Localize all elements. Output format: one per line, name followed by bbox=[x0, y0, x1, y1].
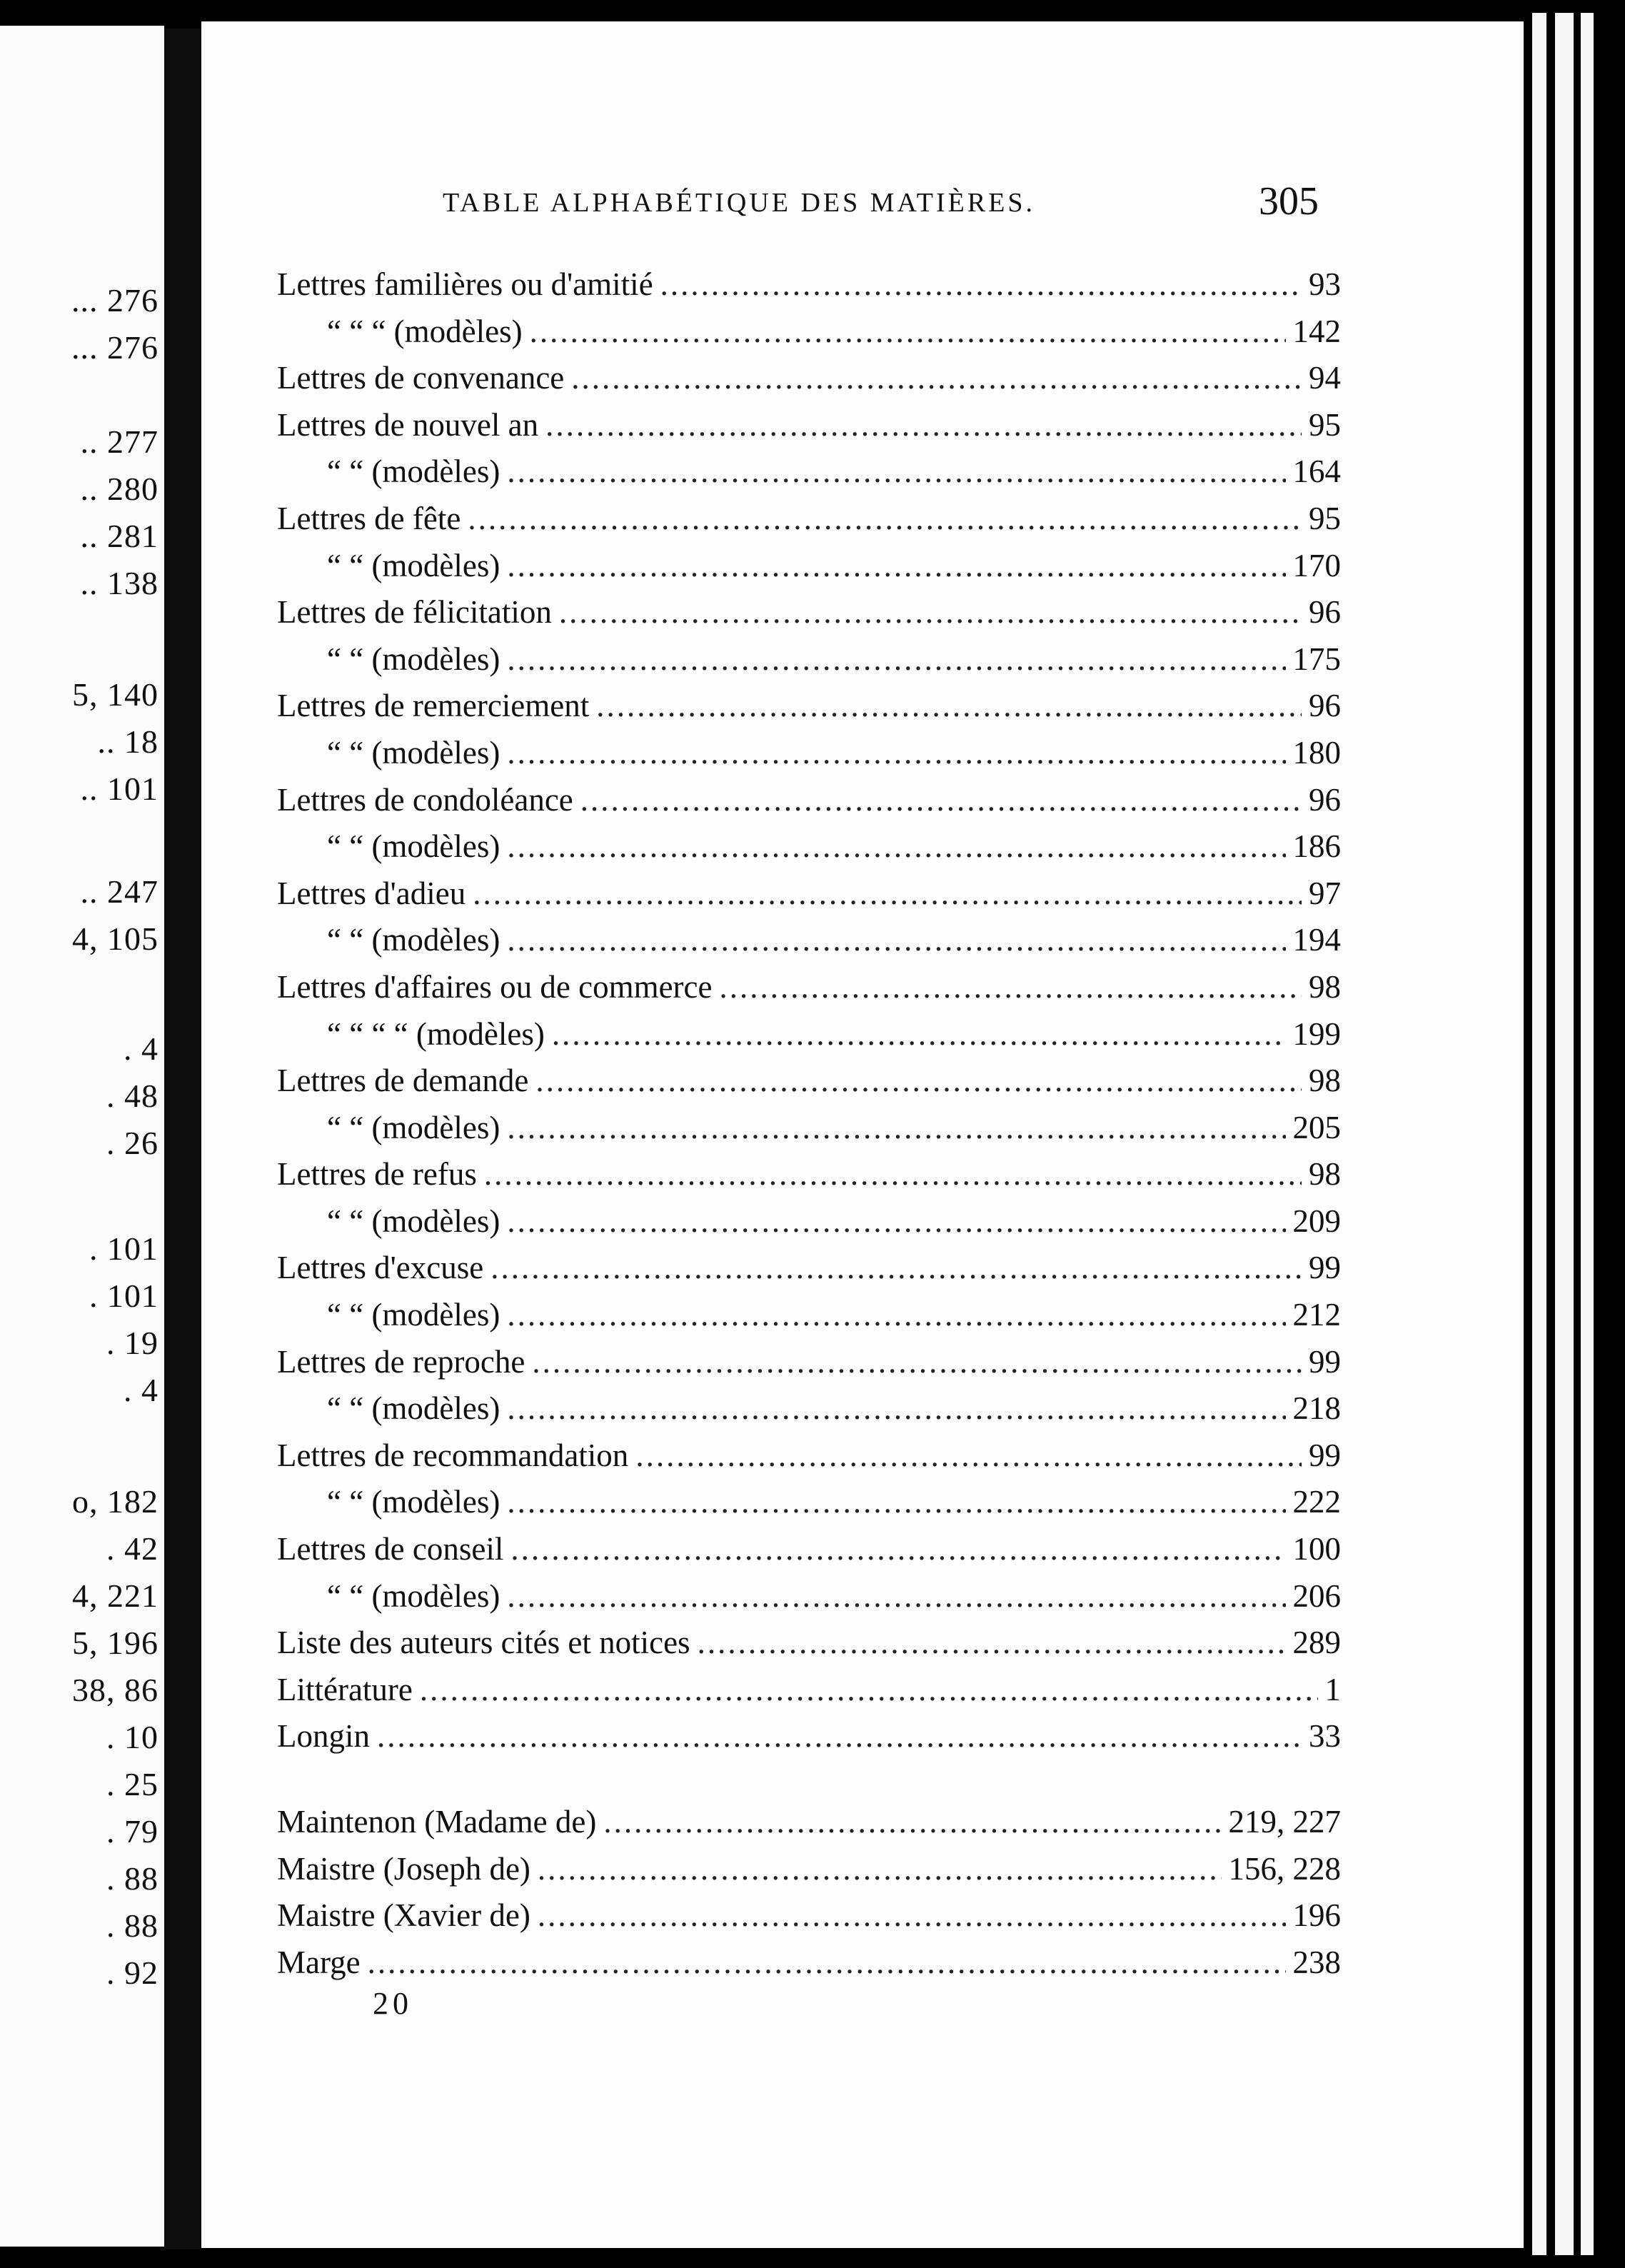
left-page-line: . 4 bbox=[124, 1372, 159, 1408]
entry-label: “ “ (modèles) bbox=[327, 1390, 500, 1427]
entry-pages: 199 bbox=[1292, 1015, 1341, 1052]
dot-leader bbox=[660, 266, 1302, 303]
entry-label: Longin bbox=[277, 1718, 370, 1755]
entry-pages: 95 bbox=[1309, 406, 1341, 443]
index-entry bbox=[277, 1249, 1341, 1296]
index-entry bbox=[277, 1717, 1341, 1765]
entry-pages: 238 bbox=[1292, 1944, 1341, 1980]
dot-leader bbox=[530, 313, 1286, 350]
left-page-line: .. 18 bbox=[97, 723, 159, 760]
index-entry bbox=[277, 687, 1341, 734]
dot-leader bbox=[538, 1897, 1286, 1934]
dot-leader bbox=[552, 1015, 1286, 1053]
index-entry bbox=[277, 1062, 1341, 1109]
entry-pages: 98 bbox=[1309, 1063, 1341, 1099]
entry-label: Lettres de reproche bbox=[277, 1343, 525, 1380]
entry-pages: 98 bbox=[1309, 968, 1341, 1005]
index-entry bbox=[277, 1109, 1341, 1156]
entry-pages: 170 bbox=[1292, 547, 1341, 583]
entry-label: Lettres de remerciement bbox=[277, 688, 590, 724]
entry-pages: 96 bbox=[1309, 594, 1341, 631]
entry-pages: 142 bbox=[1292, 313, 1341, 349]
index-entry bbox=[277, 266, 1341, 313]
entry-pages: 289 bbox=[1292, 1625, 1341, 1661]
entry-pages: 100 bbox=[1292, 1531, 1341, 1567]
left-page-line: . 88 bbox=[106, 1860, 159, 1897]
entry-label: Lettres de condoléance bbox=[277, 781, 573, 818]
page-edge bbox=[1555, 13, 1574, 2255]
left-page-line: . 101 bbox=[89, 1278, 159, 1314]
dot-leader bbox=[535, 1062, 1302, 1099]
index-entry bbox=[277, 1390, 1341, 1437]
index-entry bbox=[277, 1671, 1341, 1718]
left-page-line: . 26 bbox=[106, 1125, 159, 1161]
entry-pages: 222 bbox=[1292, 1484, 1341, 1520]
entry-label: “ “ (modèles) bbox=[327, 1203, 500, 1239]
dot-leader bbox=[571, 359, 1302, 396]
left-page-line: . 48 bbox=[106, 1078, 159, 1114]
page-edge bbox=[1581, 13, 1594, 2255]
dot-leader bbox=[635, 1437, 1302, 1474]
dot-leader bbox=[532, 1343, 1302, 1380]
left-page-line: 4, 105 bbox=[72, 920, 159, 957]
index-entry bbox=[277, 1203, 1341, 1250]
index-entry bbox=[277, 500, 1341, 547]
index-entry bbox=[277, 1530, 1341, 1577]
dot-leader bbox=[507, 921, 1285, 958]
entry-label: “ “ (modèles) bbox=[327, 1109, 500, 1145]
entry-pages: 99 bbox=[1309, 1437, 1341, 1473]
dot-leader bbox=[368, 1944, 1286, 1981]
index-entry bbox=[277, 1296, 1341, 1343]
left-page-line: 4, 221 bbox=[72, 1577, 159, 1614]
index-entry bbox=[277, 781, 1341, 828]
signature-mark: 20 bbox=[373, 1986, 413, 2021]
left-page-line: . 19 bbox=[106, 1325, 159, 1361]
index-entry bbox=[277, 313, 1341, 360]
dot-leader bbox=[603, 1803, 1221, 1840]
entry-label: “ “ “ “ (modèles) bbox=[327, 1015, 545, 1052]
dot-leader bbox=[510, 1530, 1285, 1567]
left-page-line: 5, 140 bbox=[72, 676, 159, 713]
dot-leader bbox=[473, 875, 1302, 912]
index-entry bbox=[277, 359, 1341, 406]
left-page-line: .. 101 bbox=[80, 771, 159, 807]
entry-label: Lettres de refus bbox=[277, 1156, 477, 1193]
dot-leader bbox=[484, 1155, 1302, 1193]
index-entry bbox=[277, 921, 1341, 968]
index-entry bbox=[277, 1155, 1341, 1203]
entry-label: Lettres de félicitation bbox=[277, 594, 552, 631]
index-entry bbox=[277, 1343, 1341, 1390]
index-entry bbox=[277, 1850, 1341, 1897]
entry-label: Maintenon (Madame de) bbox=[277, 1804, 597, 1840]
entry-label: “ “ (modèles) bbox=[327, 734, 500, 771]
dot-leader bbox=[507, 1577, 1285, 1615]
dot-leader bbox=[507, 547, 1285, 584]
index-entry bbox=[277, 453, 1341, 500]
entry-pages: 194 bbox=[1292, 922, 1341, 958]
dot-leader bbox=[507, 1203, 1285, 1240]
left-page-line: . 10 bbox=[106, 1719, 159, 1755]
entry-label: Lettres de conseil bbox=[277, 1531, 504, 1567]
section-gap bbox=[277, 1765, 1341, 1803]
left-page-line: ... 276 bbox=[71, 282, 159, 318]
index-entry bbox=[277, 1944, 1341, 1991]
entry-pages: 212 bbox=[1292, 1297, 1341, 1333]
entry-label: “ “ (modèles) bbox=[327, 828, 500, 865]
entry-pages: 196 bbox=[1292, 1897, 1341, 1934]
entry-pages: 99 bbox=[1309, 1343, 1341, 1380]
index-entry bbox=[277, 828, 1341, 875]
entry-pages: 97 bbox=[1309, 875, 1341, 911]
entry-label: Lettres familières ou d'amitié bbox=[277, 266, 653, 302]
dot-leader bbox=[507, 1109, 1285, 1146]
entry-pages: 156, 228 bbox=[1228, 1850, 1341, 1887]
dot-leader bbox=[507, 828, 1285, 865]
entry-pages: 96 bbox=[1309, 688, 1341, 724]
index-entry bbox=[277, 1015, 1341, 1063]
entry-pages: 99 bbox=[1309, 1250, 1341, 1286]
left-page-line: .. 281 bbox=[80, 518, 159, 554]
dot-leader bbox=[507, 1390, 1285, 1427]
entry-label: Littérature bbox=[277, 1671, 413, 1707]
page-number: 305 bbox=[1259, 179, 1319, 224]
index-entry bbox=[277, 1577, 1341, 1625]
left-page-line: .. 138 bbox=[80, 565, 159, 601]
dot-leader bbox=[719, 968, 1302, 1005]
entry-label: Marge bbox=[277, 1944, 361, 1980]
index-entry bbox=[277, 1483, 1341, 1530]
left-page-line: .. 280 bbox=[80, 471, 159, 507]
entry-pages: 1 bbox=[1324, 1671, 1341, 1707]
left-page-line: o, 182 bbox=[72, 1483, 159, 1520]
left-page-line: . 42 bbox=[106, 1530, 159, 1567]
dot-leader bbox=[580, 781, 1302, 818]
left-page-line: . 25 bbox=[106, 1766, 159, 1802]
entry-pages: 33 bbox=[1309, 1718, 1341, 1755]
entry-pages: 209 bbox=[1292, 1203, 1341, 1239]
left-page-line: 38, 86 bbox=[72, 1672, 159, 1708]
index-entry bbox=[277, 1897, 1341, 1944]
left-page-line: . 88 bbox=[106, 1907, 159, 1944]
dot-leader bbox=[545, 406, 1302, 443]
entry-label: Lettres de demande bbox=[277, 1063, 529, 1099]
left-page-line: .. 247 bbox=[80, 873, 159, 910]
dot-leader bbox=[490, 1249, 1302, 1286]
entry-pages: 96 bbox=[1309, 781, 1341, 818]
left-page-line: 5, 196 bbox=[72, 1625, 159, 1661]
entry-label: “ “ (modèles) bbox=[327, 547, 500, 583]
index-entry bbox=[277, 593, 1341, 641]
dot-leader bbox=[538, 1850, 1222, 1887]
entry-label: Lettres d'adieu bbox=[277, 875, 466, 911]
index-entry bbox=[277, 875, 1341, 922]
entry-label: Liste des auteurs cités et notices bbox=[277, 1625, 690, 1661]
entry-label: Maistre (Xavier de) bbox=[277, 1897, 530, 1934]
index-entry bbox=[277, 1624, 1341, 1671]
entry-pages: 98 bbox=[1309, 1156, 1341, 1193]
dot-leader bbox=[559, 593, 1302, 631]
entry-label: “ “ “ (modèles) bbox=[327, 313, 523, 349]
running-header: TABLE ALPHABÉTIQUE DES MATIÈRES. bbox=[443, 188, 1036, 218]
entry-pages: 205 bbox=[1292, 1109, 1341, 1145]
entry-label: Lettres de nouvel an bbox=[277, 406, 539, 443]
entry-label: Lettres de fête bbox=[277, 500, 461, 536]
index-entry bbox=[277, 1437, 1341, 1484]
index-entry bbox=[277, 547, 1341, 594]
entry-pages: 219, 227 bbox=[1228, 1804, 1341, 1840]
entry-label: Lettres d'affaires ou de commerce bbox=[277, 968, 713, 1005]
left-page-line: .. 277 bbox=[80, 423, 159, 460]
entry-label: Maistre (Joseph de) bbox=[277, 1850, 530, 1887]
index-entry bbox=[277, 641, 1341, 688]
entry-label: “ “ (modèles) bbox=[327, 1297, 500, 1333]
left-page-line: . 92 bbox=[106, 1955, 159, 1991]
entry-pages: 93 bbox=[1309, 266, 1341, 302]
dot-leader bbox=[507, 641, 1285, 678]
dot-leader bbox=[468, 500, 1302, 537]
index-entry bbox=[277, 1803, 1341, 1850]
page-edge bbox=[1532, 13, 1546, 2255]
entry-label: Lettres d'excuse bbox=[277, 1250, 484, 1286]
dot-leader bbox=[420, 1671, 1318, 1708]
binding-gutter bbox=[164, 29, 201, 2249]
entry-pages: 186 bbox=[1292, 828, 1341, 865]
dot-leader bbox=[507, 453, 1285, 490]
entry-pages: 164 bbox=[1292, 453, 1341, 490]
dot-leader bbox=[377, 1717, 1302, 1755]
left-page-line: . 4 bbox=[124, 1030, 159, 1067]
dot-leader bbox=[507, 1483, 1285, 1520]
left-page-fragment bbox=[0, 26, 164, 2247]
index-entry bbox=[277, 968, 1341, 1015]
left-page-line: . 79 bbox=[106, 1813, 159, 1850]
entry-pages: 94 bbox=[1309, 360, 1341, 396]
entry-label: “ “ (modèles) bbox=[327, 453, 500, 490]
entry-pages: 218 bbox=[1292, 1390, 1341, 1427]
entry-pages: 95 bbox=[1309, 500, 1341, 536]
entry-label: “ “ (modèles) bbox=[327, 1484, 500, 1520]
entry-label: “ “ (modèles) bbox=[327, 641, 500, 677]
entry-label: “ “ (modèles) bbox=[327, 922, 500, 958]
index-entry bbox=[277, 734, 1341, 781]
entry-label: Lettres de recommandation bbox=[277, 1437, 629, 1473]
dot-leader bbox=[507, 1296, 1285, 1333]
index-entry bbox=[277, 406, 1341, 453]
entry-pages: 206 bbox=[1292, 1577, 1341, 1614]
entry-label: “ “ (modèles) bbox=[327, 1577, 500, 1614]
left-page-line: . 101 bbox=[89, 1230, 159, 1267]
entry-pages: 175 bbox=[1292, 641, 1341, 677]
dot-leader bbox=[698, 1624, 1286, 1661]
entry-label: Lettres de convenance bbox=[277, 360, 565, 396]
entry-pages: 180 bbox=[1292, 734, 1341, 771]
dot-leader bbox=[596, 687, 1302, 724]
index-entries bbox=[277, 266, 1341, 1990]
dot-leader bbox=[507, 734, 1285, 771]
left-page-line: ... 276 bbox=[71, 329, 159, 366]
